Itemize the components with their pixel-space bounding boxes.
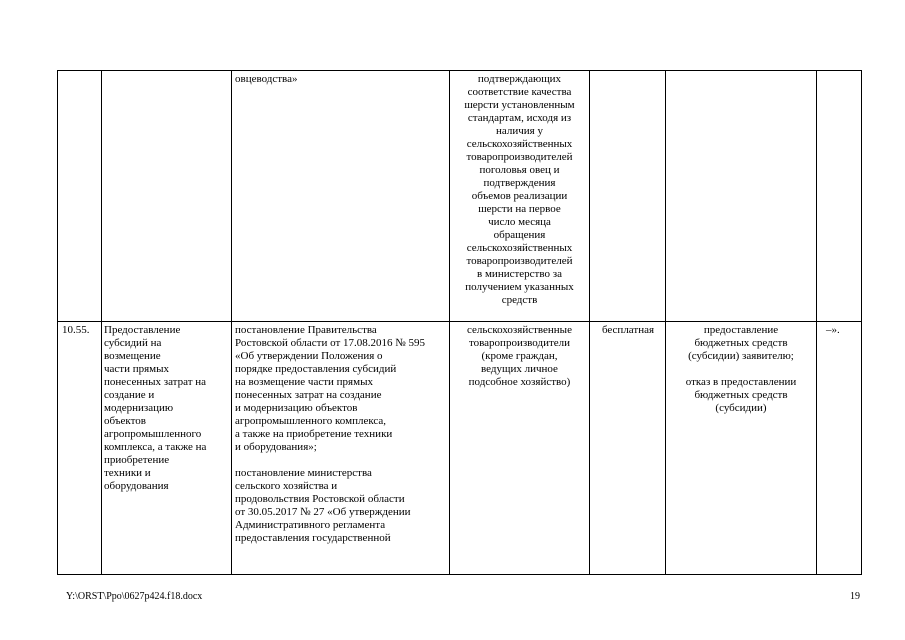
row2-result: предоставление бюджетных средств (субсидии) заявителю; отказ в предоставлении бюджетных средств (субсидии) [685,324,797,414]
footer-page-number: 19 [850,591,860,602]
row2-service-name: Предоставление субсидий на возмещение части прямых понесенных затрат на создание и модернизацию объектов агропромышленного комплекса, а также на приобретение техники и оборудования [104,324,207,492]
row2-legal-basis: постановление Правительства Ростовской области от 17.08.2016 № 595 «Об утверждении Положения о порядке предоставления субсидий на возмещение части прямых понесенных затрат на создание и модернизацию объектов агропромышленного комплекса, а также на приобретение техники и оборудования»; постановление министерства сельского хозяйства и продовольствия Ростовской области от 30.05.2017 № 27 «Об утверждении Административного регламента предоставления государственной [235,324,426,544]
row2-closing-mark: –». [826,324,840,336]
row2-recipients: сельскохозяйственные товаропроизводители (кроме граждан, ведущих личное подсобное хозяйство) [467,324,572,388]
row2-fee: бесплатная [601,324,655,336]
footer-file-path: Y:\ORST\Ppo\0627p424.f18.docx [66,591,203,602]
row1-legal-basis: овцеводства» [235,73,298,85]
row1-documents: подтверждающих соответствие качества шерсти установленным стандартам, исходя из наличия у сельскохозяйственных товаропроизводителей поголовья овец и подтверждения объемов реализации шерсти на первое число месяца обращения сельскохозяйственных товаропроизводителей в министерство за получением указанных средств [464,73,575,306]
row2-number: 10.55. [62,324,90,336]
